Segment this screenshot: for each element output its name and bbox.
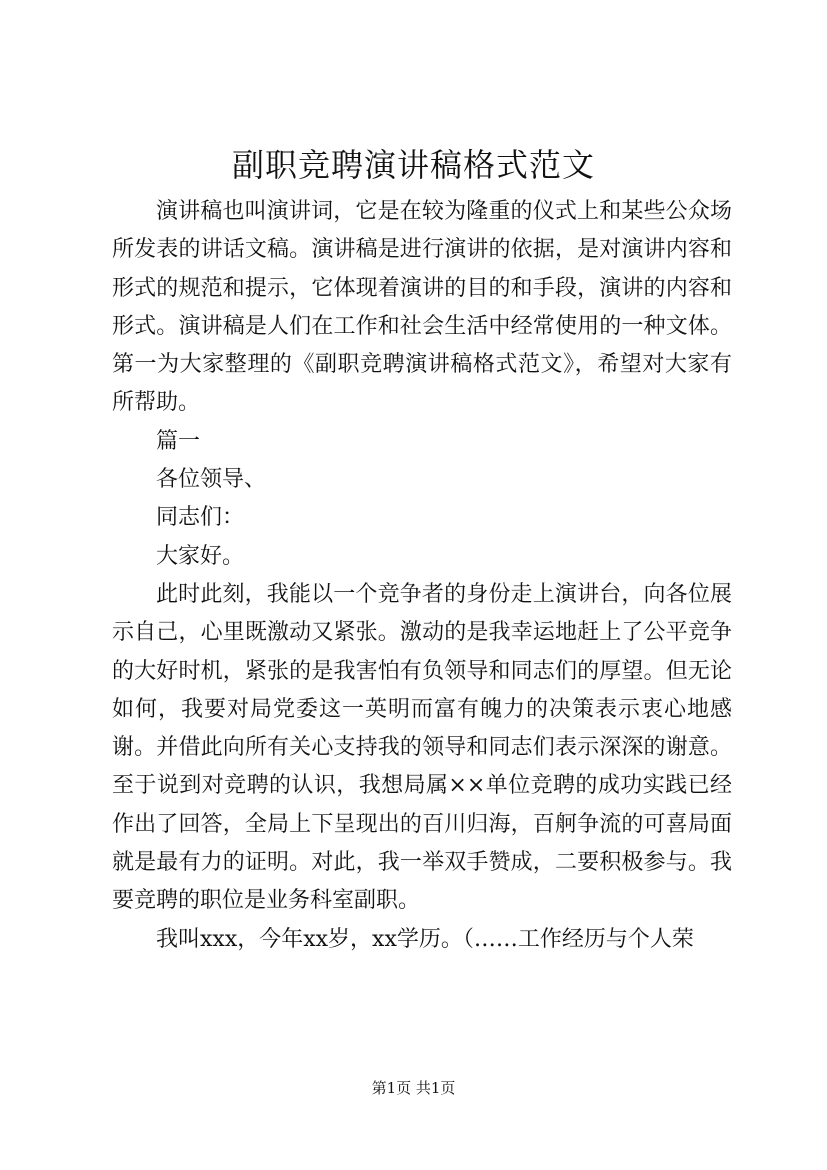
- greeting-line: 大家好。: [156, 543, 245, 569]
- section-heading: 篇一: [156, 428, 201, 454]
- intro-paragraph: 演讲稿也叫演讲词，它是在较为隆重的仪式上和某些公众场所发表的讲话文稿。演讲稿是进行演讲的依据，是对演讲内容和形式的规范和提示，它体现着演讲的目的和手段，演讲的内容和形式。演讲稿是人们在工作和社会生活中经常使用的一种文体。第一为大家整理的《副职竞聘演讲稿格式范文》，希望对大家有所帮助。: [112, 199, 732, 416]
- salutation-line: 同志们：: [156, 505, 245, 531]
- document-body: [112, 193, 732, 959]
- page-footer: 第1页 共1页: [371, 1079, 456, 1097]
- salutation-line: 各位领导、: [156, 467, 267, 493]
- body-paragraph: 我叫xxx，今年xx岁，xx学历。（……工作经历与个人荣: [156, 926, 694, 952]
- body-paragraph: 此时此刻，我能以一个竞争者的身份走上演讲台，向各位展示自己，心里既激动又紧张。激动的是我幸运地赶上了公平竞争的大好时机，紧张的是我害怕有负领导和同志们的厚望。但无论如何，我要对局党委这一英明而富有魄力的决策表示衷心地感谢。并借此向所有关心支持我的领导和同志们表示深深的谢意。至于说到对竞聘的认识，我想局属××单位竞聘的成功实践已经作出了回答，全局上下呈现出的百川归海，百舸争流的可喜局面就是最有力的证明。对此，我一举双手赞成，二要积极参与。我要竞聘的职位是业务科室副职。: [112, 581, 732, 914]
- document-title: 副职竞聘演讲稿格式范文: [231, 146, 595, 184]
